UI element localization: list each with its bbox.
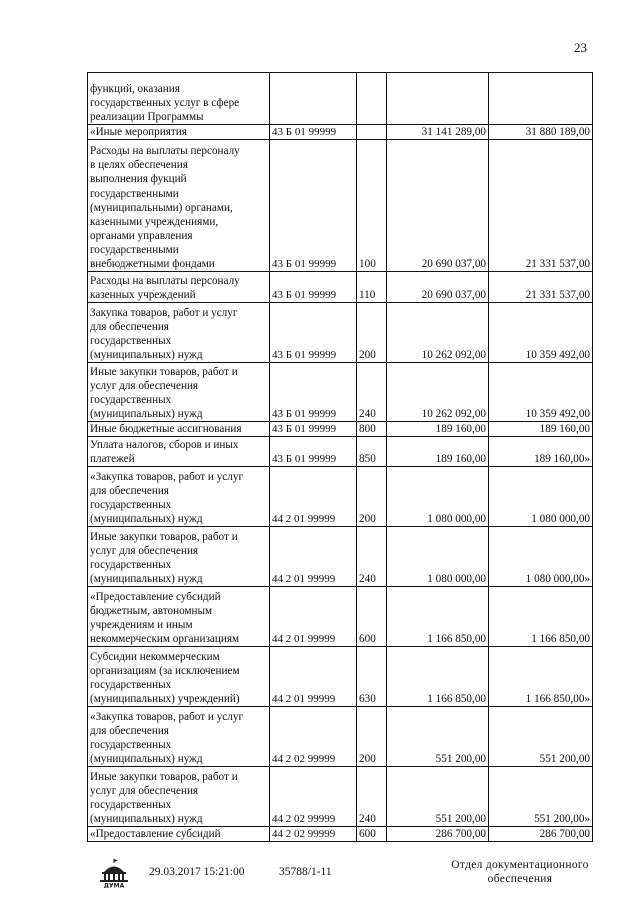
table-row	[88, 363, 593, 422]
row-amount-2018-cell: 189 160,00	[387, 437, 489, 467]
footer-department: Отдел документационного обеспечения	[451, 859, 589, 885]
row-name-cell: Иные закупки товаров, работ и услуг для обеспечения государственных (муниципальных) нужд	[88, 767, 270, 827]
row-name-cell: Иные бюджетные ассигнования	[88, 422, 270, 437]
table-row	[88, 73, 593, 125]
row-name-cell: «Закупка товаров, работ и услуг для обеспечения государственных (муниципальных) нужд	[88, 707, 270, 767]
row-expense-type-cell	[357, 73, 387, 125]
row-name-cell: функций, оказания государственных услуг в сфере реализации Программы	[88, 73, 270, 125]
row-name-cell: Субсидии некоммерческим организациям (за исключением государственных (муниципальных) учреждений)	[88, 647, 270, 707]
row-amount-2018-cell: 10 262 092,00	[387, 363, 489, 422]
row-amount-2018-cell: 20 690 037,00	[387, 272, 489, 303]
table-row	[88, 303, 593, 363]
row-name-cell: «Закупка товаров, работ и услуг для обеспечения государственных (муниципальных) нужд	[88, 467, 270, 527]
row-amount-2018-cell: 1 080 000,00	[387, 527, 489, 587]
row-code-cell: 43 Б 01 99999	[270, 140, 357, 272]
row-name-cell: Иные закупки товаров, работ и услуг для обеспечения государственных (муниципальных) нужд	[88, 363, 270, 422]
table-row	[88, 437, 593, 467]
row-expense-type-cell: 240	[357, 363, 387, 422]
row-expense-type-cell: 800	[357, 422, 387, 437]
table-row	[88, 272, 593, 303]
row-expense-type-cell: 240	[357, 527, 387, 587]
row-amount-2019-cell: 1 080 000,00	[489, 467, 593, 527]
row-name-cell: Иные закупки товаров, работ и услуг для обеспечения государственных (муниципальных) нужд	[88, 527, 270, 587]
row-name-cell: «Иные мероприятия	[88, 125, 270, 140]
row-code-cell	[270, 73, 357, 125]
row-expense-type-cell: 110	[357, 272, 387, 303]
row-name-cell: Уплата налогов, сборов и иных платежей	[88, 437, 270, 467]
row-amount-2018-cell: 10 262 092,00	[387, 303, 489, 363]
row-name-cell: «Предоставление субсидий	[88, 827, 270, 842]
row-amount-2018-cell: 551 200,00	[387, 707, 489, 767]
row-code-cell: 43 Б 01 99999	[270, 437, 357, 467]
row-name-cell: Закупка товаров, работ и услуг для обеспечения государственных (муниципальных) нужд	[88, 303, 270, 363]
row-code-cell: 43 Б 01 99999	[270, 272, 357, 303]
table-row	[88, 140, 593, 272]
table-row	[88, 467, 593, 527]
row-amount-2019-cell: 21 331 537,00	[489, 272, 593, 303]
row-expense-type-cell: 100	[357, 140, 387, 272]
row-code-cell: 44 2 02 99999	[270, 827, 357, 842]
row-expense-type-cell	[357, 125, 387, 140]
row-amount-2019-cell: 10 359 492,00	[489, 363, 593, 422]
table-row	[88, 125, 593, 140]
row-amount-2018-cell	[387, 73, 489, 125]
row-code-cell: 43 Б 01 99999	[270, 363, 357, 422]
table-row	[88, 827, 593, 842]
logo-text: ДУМА	[103, 882, 125, 888]
row-expense-type-cell: 240	[357, 767, 387, 827]
row-amount-2019-cell: 1 080 000,00»	[489, 527, 593, 587]
row-code-cell: 43 Б 01 99999	[270, 125, 357, 140]
row-amount-2019-cell: 551 200,00	[489, 707, 593, 767]
row-amount-2019-cell: 21 331 537,00	[489, 140, 593, 272]
row-amount-2019-cell: 286 700,00	[489, 827, 593, 842]
row-amount-2019-cell: 189 160,00»	[489, 437, 593, 467]
row-amount-2019-cell: 1 166 850,00	[489, 587, 593, 647]
row-amount-2018-cell: 1 166 850,00	[387, 647, 489, 707]
row-amount-2018-cell: 31 141 289,00	[387, 125, 489, 140]
row-amount-2019-cell: 1 166 850,00»	[489, 647, 593, 707]
row-name-cell: Расходы на выплаты персоналу в целях обеспечения выполнения фукций государственными (муниципальными) органами, казенными учреждениями, органами управления государственными внебюджетными фондами	[88, 140, 270, 272]
row-amount-2019-cell	[489, 73, 593, 125]
row-amount-2019-cell: 10 359 492,00	[489, 303, 593, 363]
row-amount-2019-cell: 551 200,00»	[489, 767, 593, 827]
row-expense-type-cell: 600	[357, 827, 387, 842]
row-expense-type-cell: 630	[357, 647, 387, 707]
row-name-cell: Расходы на выплаты персоналу казенных учреждений	[88, 272, 270, 303]
page-number: 23	[574, 40, 587, 55]
row-expense-type-cell: 600	[357, 587, 387, 647]
row-amount-2018-cell: 286 700,00	[387, 827, 489, 842]
footer-datetime: 29.03.2017 15:21:00	[149, 866, 245, 878]
row-amount-2018-cell: 1 080 000,00	[387, 467, 489, 527]
row-code-cell: 44 2 01 99999	[270, 527, 357, 587]
row-expense-type-cell: 200	[357, 303, 387, 363]
row-code-cell: 43 Б 01 99999	[270, 422, 357, 437]
row-amount-2018-cell: 551 200,00	[387, 767, 489, 827]
table-row	[88, 527, 593, 587]
row-code-cell: 44 2 02 99999	[270, 767, 357, 827]
row-expense-type-cell: 850	[357, 437, 387, 467]
table-row	[88, 422, 593, 437]
row-code-cell: 44 2 01 99999	[270, 647, 357, 707]
row-expense-type-cell: 200	[357, 707, 387, 767]
duma-logo	[96, 858, 132, 888]
row-name-cell: «Предоставление субсидий бюджетным, автономным учреждениям и иным некоммерческим организациям	[88, 587, 270, 647]
row-amount-2019-cell: 31 880 189,00	[489, 125, 593, 140]
row-code-cell: 43 Б 01 99999	[270, 303, 357, 363]
row-code-cell: 44 2 02 99999	[270, 707, 357, 767]
budget-table	[87, 72, 593, 842]
row-amount-2018-cell: 20 690 037,00	[387, 140, 489, 272]
table-row	[88, 767, 593, 827]
table-row	[88, 587, 593, 647]
row-code-cell: 44 2 01 99999	[270, 467, 357, 527]
row-amount-2018-cell: 1 166 850,00	[387, 587, 489, 647]
table-row	[88, 647, 593, 707]
budget-table-body	[88, 73, 593, 842]
row-code-cell: 44 2 01 99999	[270, 587, 357, 647]
table-row	[88, 707, 593, 767]
row-amount-2018-cell: 189 160,00	[387, 422, 489, 437]
row-expense-type-cell: 200	[357, 467, 387, 527]
footer-doc-number: 35788/1-11	[279, 866, 332, 878]
row-amount-2019-cell: 189 160,00	[489, 422, 593, 437]
